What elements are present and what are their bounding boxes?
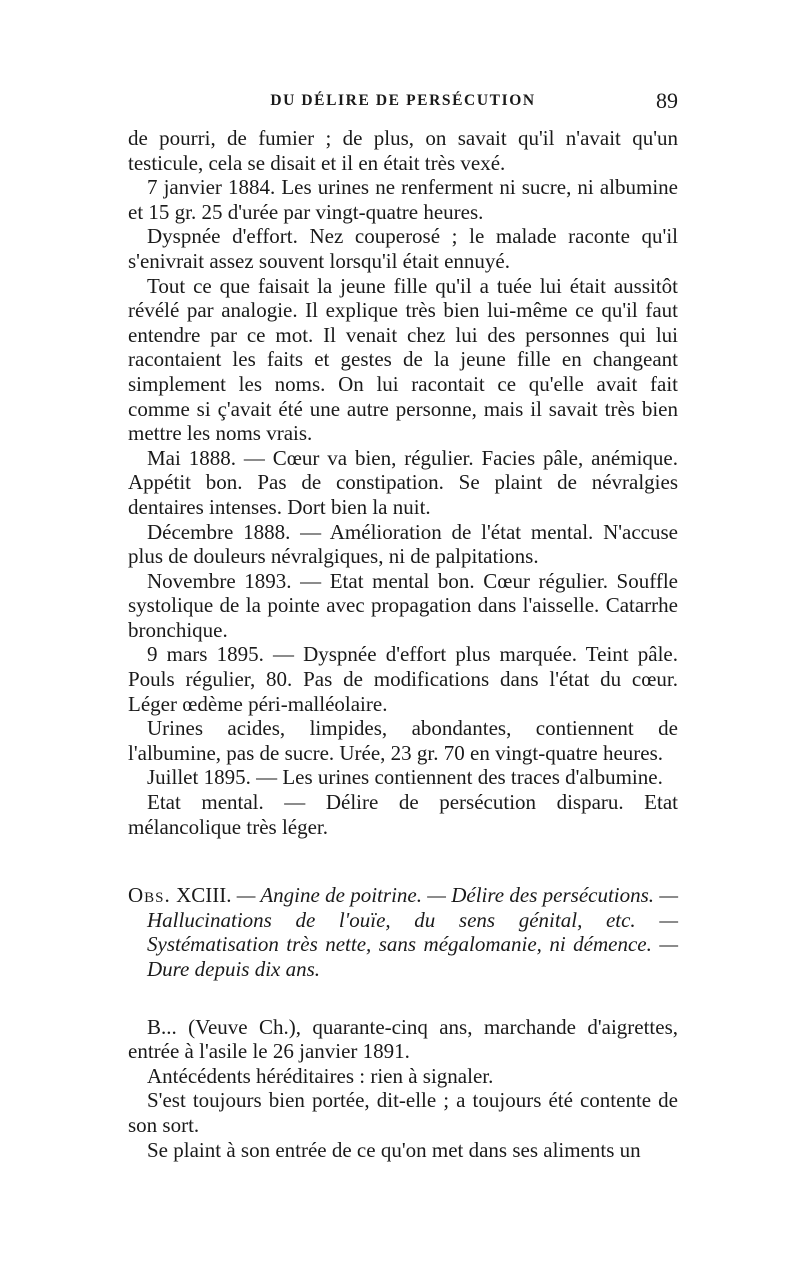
paragraph: 9 mars 1895. — Dyspnée d'effort plus marquée. Teint pâle. Pouls régulier, 80. Pas de modifications dans l'état du cœur. Léger œdème péri-malléolaire.: [128, 642, 678, 716]
paragraph: 7 janvier 1884. Les urines ne renferment ni sucre, ni albumine et 15 gr. 25 d'urée par vingt-quatre heures.: [128, 175, 678, 224]
paragraph: Se plaint à son entrée de ce qu'on met dans ses aliments un: [147, 1137, 641, 1162]
observation-number: XCIII.: [176, 883, 232, 908]
paragraph: Etat mental. — Délire de persécution disparu. Etat mélancolique très léger.: [128, 790, 678, 839]
body-text: [128, 126, 678, 1162]
page-number: 89: [656, 88, 678, 113]
paragraph: de pourri, de fumier ; de plus, on savait qu'il n'avait qu'un testicule, cela se disait et il en était très vexé.: [128, 126, 678, 175]
paragraph: Tout ce que faisait la jeune fille qu'il a tuée lui était aussitôt révélé par analogie. Il explique très bien lui-même ce qu'il faut entendre par ce mot. Il venait chez lui des personnes qui lui racontaient les faits et gestes de la jeune fille en changeant simplement les noms. On lui racontait ce qu'elle avait fait comme si ç'avait été une autre personne, mais il savait très bien mettre les noms vrais.: [128, 273, 678, 446]
running-header: [128, 88, 678, 118]
observation-heading: [128, 883, 678, 981]
observation-heading-text: [128, 883, 678, 981]
paragraph: Novembre 1893. — Etat mental bon. Cœur régulier. Souffle systolique de la pointe avec propagation dans l'aisselle. Catarrhe bronchique.: [128, 568, 678, 642]
paragraph: Juillet 1895. — Les urines contiennent des traces d'albumine.: [147, 765, 663, 790]
paragraph: Urines acides, limpides, abondantes, contiennent de l'albumine, pas de sucre. Urée, 23 gr. 70 en vingt-quatre heures.: [128, 716, 678, 765]
paragraph: Dyspnée d'effort. Nez couperosé ; le malade raconte qu'il s'enivrait assez souvent lorsqu'il était ennuyé.: [128, 224, 678, 273]
observation-label: Obs.: [128, 883, 171, 908]
observation-title: — Angine de poitrine. — Délire des persécutions. — Hallucinations de l'ouïe, du sens génital, etc. — Systématisation très nette, sans mégalomanie, ni démence. — Dure depuis dix ans.: [147, 883, 679, 981]
paragraph: S'est toujours bien portée, dit-elle ; a toujours été contente de son sort.: [128, 1088, 678, 1137]
paragraph: B... (Veuve Ch.), quarante-cinq ans, marchande d'aigrettes, entrée à l'asile le 26 janvier 1891.: [128, 1014, 678, 1064]
paragraph: Mai 1888. — Cœur va bien, régulier. Facies pâle, anémique. Appétit bon. Pas de constipation. Se plaint de névralgies dentaires intenses. Dort bien la nuit.: [128, 445, 678, 519]
paragraph: Antécédents héréditaires : rien à signaler.: [147, 1063, 494, 1088]
running-title: DU DÉLIRE DE PERSÉCUTION: [270, 92, 536, 109]
paragraph: Décembre 1888. — Amélioration de l'état mental. N'accuse plus de douleurs névralgiques, ni de palpitations.: [128, 519, 678, 569]
